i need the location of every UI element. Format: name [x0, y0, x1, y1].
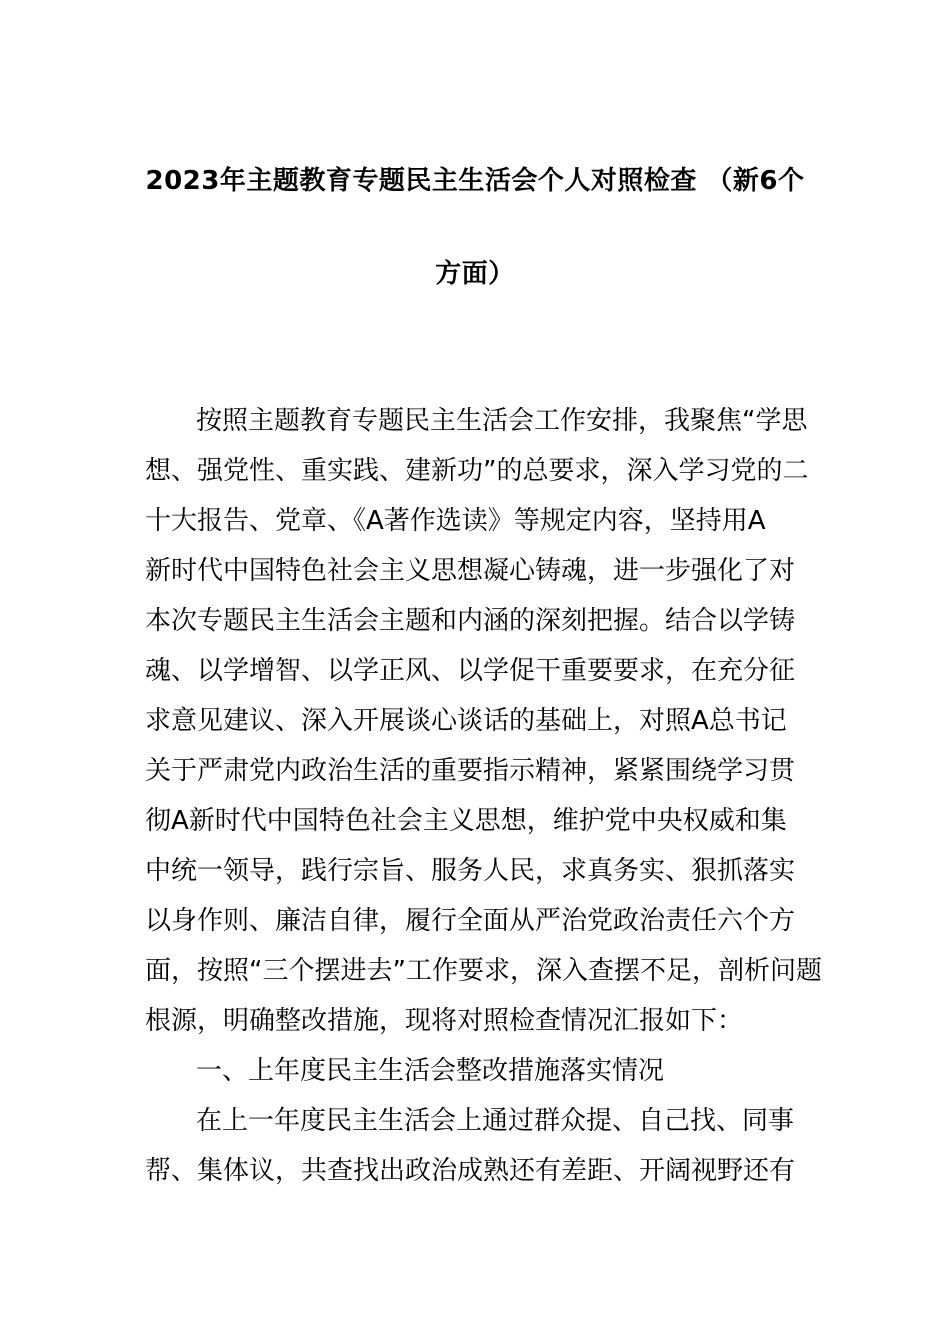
paragraph-line: 十大报告、党章、《A著作选读》等规定内容，坚持用A	[145, 506, 766, 536]
paragraph-line: 魂、以学增智、以学正风、以学促干重要要求，在充分征	[145, 656, 796, 686]
paragraph-line: 按照主题教育专题民主生活会工作安排，我聚焦“学思	[196, 406, 808, 436]
paragraph-line: 根源，明确整改措施，现将对照检查情况汇报如下：	[145, 1006, 744, 1036]
paragraph-line: 想、强党性、重实践、建新功”的总要求，深入学习党的二	[145, 456, 809, 486]
section-heading: 一、上年度民主生活会整改措施落实情况	[196, 1056, 665, 1086]
paragraph-line: 新时代中国特色社会主义思想凝心铸魂，进一步强化了对	[145, 556, 796, 586]
document-title-line-1: 2023年主题教育专题民主生活会个人对照检查 （新6个	[145, 166, 805, 196]
paragraph-line: 在上一年度民主生活会上通过群众提、自己找、同事	[196, 1106, 795, 1136]
document-title-line-2: 方面）	[435, 259, 515, 289]
paragraph-line: 关于严肃党内政治生活的重要指示精神，紧紧围绕学习贯	[145, 756, 796, 786]
paragraph-line: 彻A新时代中国特色社会主义思想，维护党中央权威和集	[145, 806, 787, 836]
paragraph-line: 求意见建议、深入开展谈心谈话的基础上，对照A总书记	[145, 706, 787, 736]
paragraph-line: 中统一领导，践行宗旨、服务人民，求真务实、狠抓落实	[145, 856, 796, 886]
paragraph-line: 面，按照“三个摆进去”工作要求，深入查摆不足，剖析问题	[145, 956, 822, 986]
paragraph-line: 本次专题民主生活会主题和内涵的深刻把握。结合以学铸	[145, 606, 796, 636]
paragraph-line: 以身作则、廉洁自律，履行全面从严治党政治责任六个方	[145, 906, 796, 936]
paragraph-line: 帮、集体议，共查找出政治成熟还有差距、开阔视野还有	[145, 1156, 796, 1186]
